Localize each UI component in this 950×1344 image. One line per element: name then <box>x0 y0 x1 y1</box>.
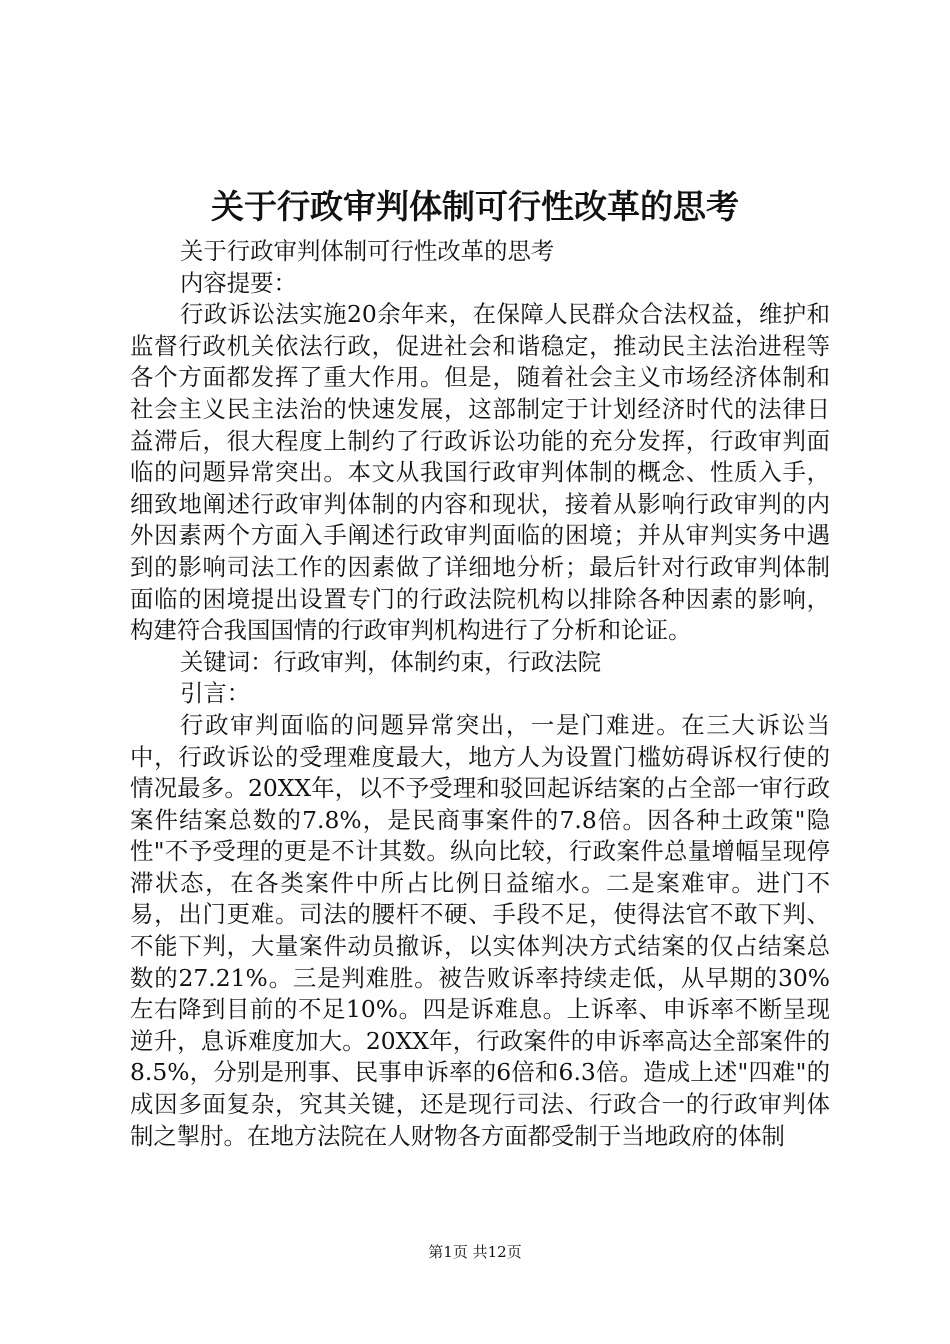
document-body <box>130 236 830 1152</box>
keywords-paragraph: 关键词：行政审判，体制约束，行政法院 <box>180 647 602 676</box>
introduction-heading: 引言： <box>180 679 251 708</box>
introduction-paragraph: 行政审判面临的问题异常突出，一是门难进。在三大诉讼当中，行政诉讼的受理难度最大，地方人为设置门槛妨碍诉权行使的情况最多。20XX年，以不予受理和驳回起诉结案的占全部一审行政案件结案总数的7.8%，是民商事案件的7.8倍。因各种土政策"隐性"不予受理的更是不计其数。纵向比较，行政案件总量增幅呈现停滞状态，在各类案件中所占比例日益缩水。二是案难审。进门不易，出门更难。司法的腰杆不硬、手段不足，使得法官不敢下判、不能下判，大量案件动员撤诉，以实体判决方式结案的仅占结案总数的27.21%。三是判难胜。被告败诉率持续走低，从早期的30%左右降到目前的不足10%。四是诉难息。上诉率、申诉率不断呈现逆升，息诉难度加大。20XX年，行政案件的申诉率高达全部案件的8.5%，分别是刑事、民事申诉率的6倍和6.3倍。造成上述"四难"的成因多面复杂，究其关键，还是现行司法、行政合一的行政审判体制之掣肘。在地方法院在人财物各方面都受制于当地政府的体制 <box>130 710 830 1150</box>
subtitle-paragraph: 关于行政审判体制可行性改革的思考 <box>180 237 555 265</box>
abstract-heading: 内容提要： <box>180 268 297 297</box>
page-number-footer: 第1页 共12页 <box>428 1243 522 1261</box>
abstract-paragraph: 行政诉讼法实施20余年来，在保障人民群众合法权益，维护和监督行政机关依法行政，促进社会和谐稳定，推动民主法治进程等各个方面都发挥了重大作用。但是，随着社会主义市场经济体制和社会主义民主法治的快速发展，这部制定于计划经济时代的法律日益滞后，很大程度上制约了行政诉讼功能的充分发挥，行政审判面临的问题异常突出。本文从我国行政审判体制的概念、性质入手，细致地阐述行政审判体制的内容和现状，接着从影响行政审判的内外因素两个方面入手阐述行政审判面临的困境；并从审判实务中遇到的影响司法工作的因素做了详细地分析；最后针对行政审判体制面临的困境提出设置专门的行政法院机构以排除各种因素的影响，构建符合我国国情的行政审判机构进行了分析和论证。 <box>130 300 830 645</box>
document-title: 关于行政审判体制可行性改革的思考 <box>211 187 739 226</box>
